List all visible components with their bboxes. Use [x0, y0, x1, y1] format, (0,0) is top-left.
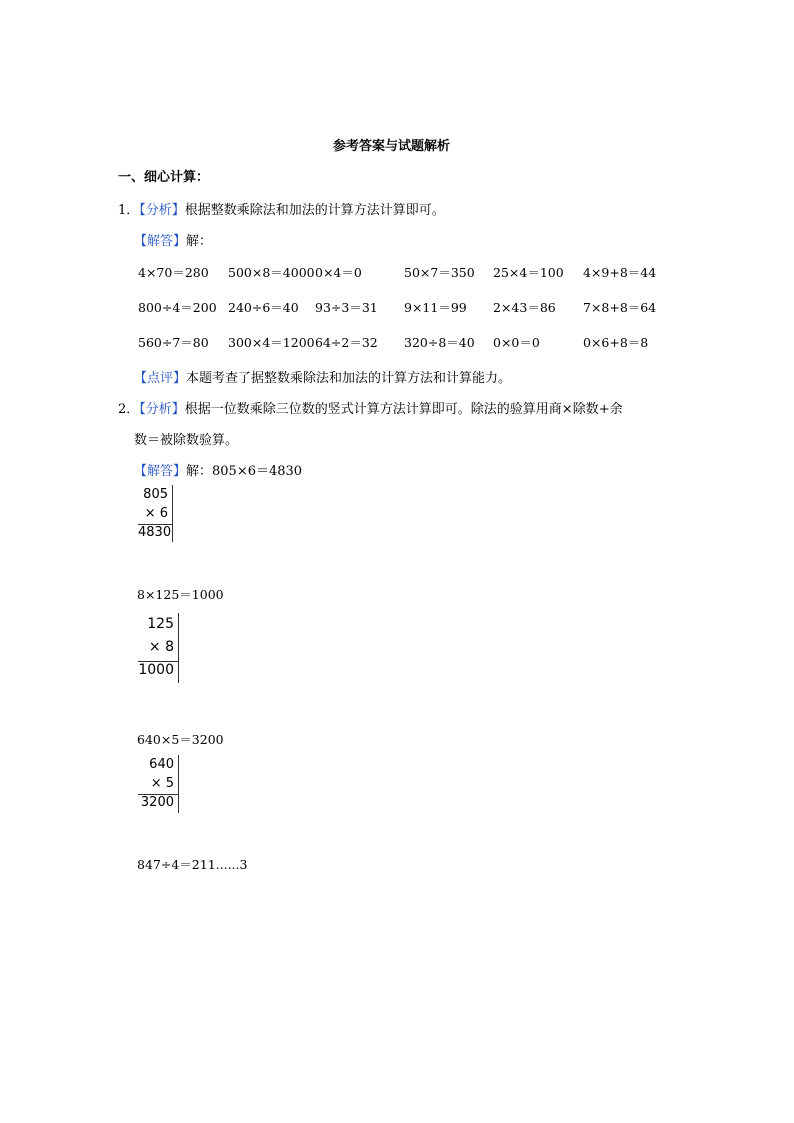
calc-cell: 0×4＝0: [315, 265, 362, 280]
calc-cell: 0×6+8＝8: [583, 335, 649, 350]
vertical-result: 3200: [140, 795, 174, 810]
equation: 640×5＝3200: [137, 732, 224, 747]
calc-cell: 500×8＝4000: [228, 265, 315, 280]
calc-cell: 4×70＝280: [138, 265, 209, 280]
vertical-result: 1000: [138, 662, 174, 678]
vertical-calculation: [138, 613, 178, 683]
vertical-divider: [178, 613, 179, 683]
vertical-top: 805: [143, 487, 168, 502]
q2-analysis-tag: 【分析】: [139, 402, 185, 417]
q1-analysis: [118, 199, 445, 218]
vertical-underline: [138, 794, 179, 795]
calc-cell: 300×4＝1200: [228, 335, 315, 350]
q1-analysis-text: 根据整数乘除法和加法的计算方法计算即可。: [184, 203, 445, 218]
page-title: 参考答案与试题解析: [333, 139, 451, 154]
vertical-calculation: [138, 755, 178, 813]
calc-cell: 240÷6＝40: [228, 300, 299, 315]
q2-analysis-text: 根据一位数乘除三位数的竖式计算方法计算即可。除法的验算用商×除数+余: [184, 402, 623, 417]
calc-cell: 800÷4＝200: [138, 300, 217, 315]
calc-cell: 50×7＝350: [404, 265, 475, 280]
calc-cell: 93÷3＝31: [315, 300, 378, 315]
calc-cell: 2×43＝86: [493, 300, 556, 315]
q2-answer-text: 解：805×6＝4830: [186, 464, 303, 479]
calc-cell: 64÷2＝32: [315, 335, 378, 350]
equation: 847÷4＝211......3: [137, 857, 248, 872]
q1-comment: [134, 367, 511, 386]
vertical-divider: [178, 755, 179, 813]
calc-cell: 320÷8＝40: [404, 335, 475, 350]
q1-answer-tag: 【解答】: [134, 234, 187, 249]
q1-answer: [134, 230, 212, 249]
calc-cell: 7×8+8＝64: [583, 300, 657, 315]
q2-number: 2．: [118, 402, 140, 417]
vertical-multiplier: × 5: [150, 776, 174, 791]
vertical-top: 125: [147, 616, 174, 632]
calc-cell: 560÷7＝80: [138, 335, 209, 350]
q2-answer: [134, 460, 302, 479]
calc-cell: 9×11＝99: [404, 300, 467, 315]
equation: 8×125＝1000: [137, 587, 224, 602]
section-heading: 一、细心计算：: [118, 170, 210, 185]
q2-analysis-continued: 数＝被除数验算。: [134, 433, 239, 448]
vertical-multiplier: × 6: [144, 506, 168, 521]
vertical-divider: [172, 485, 173, 542]
calc-cell: 25×4＝100: [493, 265, 564, 280]
vertical-top: 640: [149, 757, 174, 772]
q1-number: 1．: [118, 203, 140, 218]
vertical-underline: [138, 524, 173, 525]
q2-answer-tag: 【解答】: [134, 464, 187, 479]
vertical-multiplier: × 8: [148, 639, 174, 655]
calc-cell: 4×9+8＝44: [583, 265, 657, 280]
q2-analysis: [118, 398, 623, 417]
q1-analysis-tag: 【分析】: [139, 203, 185, 218]
q1-answer-text: 解：: [186, 234, 213, 249]
vertical-result: 4830: [138, 525, 172, 540]
vertical-calculation: [138, 485, 172, 542]
calc-cell: 0×0＝0: [493, 335, 540, 350]
q1-comment-tag: 【点评】: [134, 371, 187, 386]
q1-comment-text: 本题考查了据整数乘除法和加法的计算方法和计算能力。: [186, 371, 512, 386]
vertical-underline: [138, 661, 179, 662]
